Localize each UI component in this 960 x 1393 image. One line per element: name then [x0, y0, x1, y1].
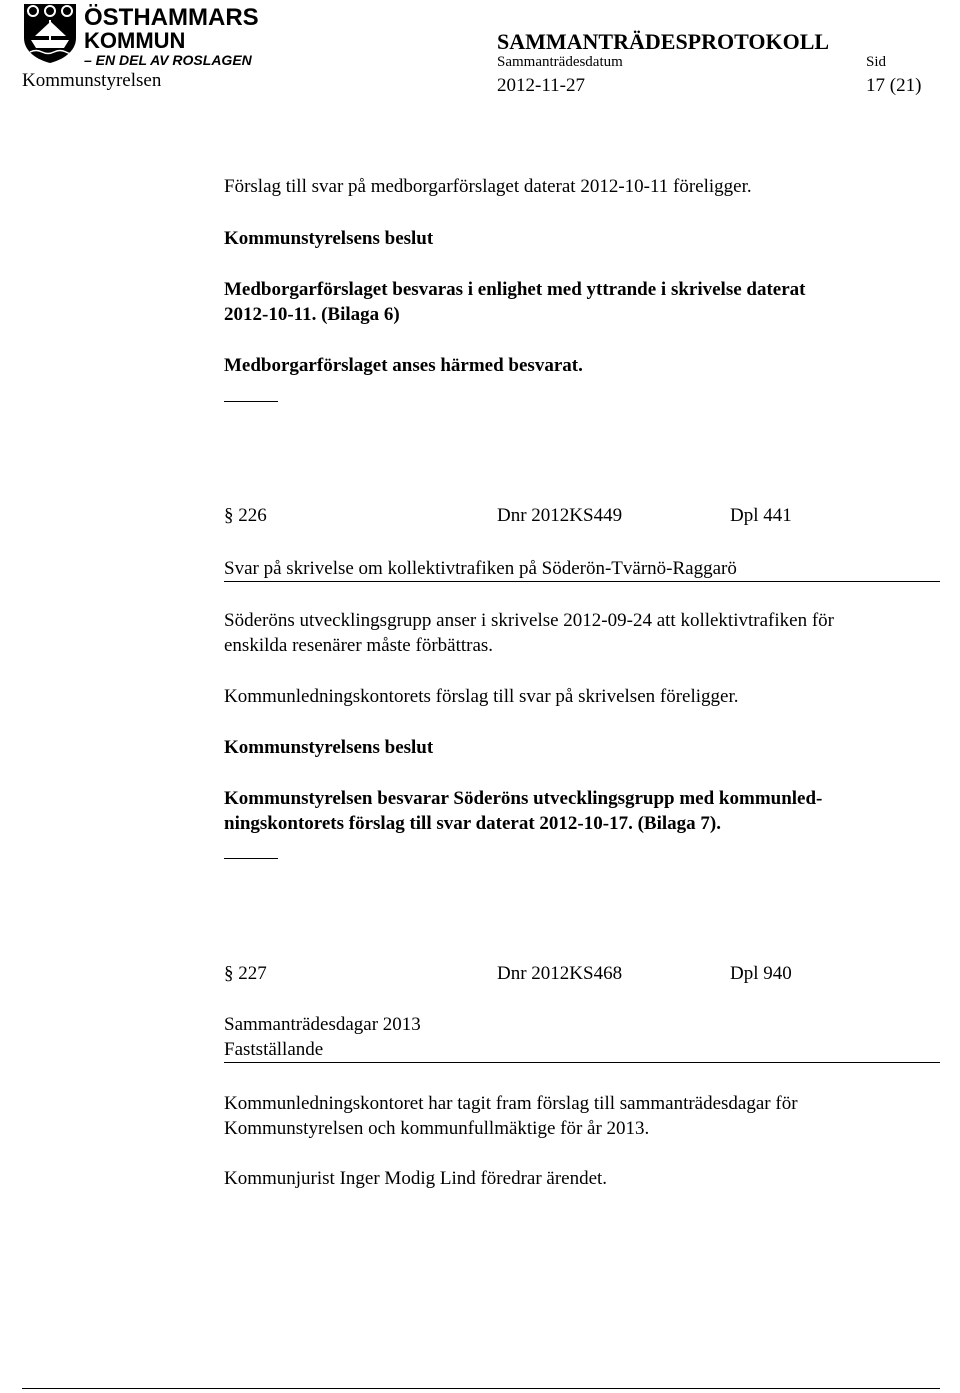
org-name-line2: KOMMUN — [84, 28, 186, 53]
paragraph-line: Kommunledningskontoret har tagit fram förslag till sammanträdesdagar för — [224, 1093, 798, 1114]
section-title: Svar på skrivelse om kollektivtrafiken på Söderön-Tvärnö-Raggarö — [224, 558, 737, 579]
decision-text-line: Kommunstyrelsen besvarar Söderöns utvecklingsgrupp med kommunled- — [224, 788, 823, 809]
section-title-line: Sammanträdesdagar 2013 — [224, 1014, 421, 1035]
section-dnr: Dnr 2012KS468 — [497, 963, 623, 984]
title-underline — [224, 581, 940, 582]
section-end-divider — [224, 401, 278, 402]
org-name-line1: ÖSTHAMMARS — [84, 4, 259, 31]
org-tagline: – EN DEL AV ROSLAGEN — [84, 52, 252, 68]
decision-text-line: Medborgarförslaget besvaras i enlighet med yttrande i skrivelse daterat — [224, 279, 806, 300]
paragraph: Förslag till svar på medborgarförslaget daterat 2012-10-11 föreligger. — [224, 176, 752, 197]
decision-heading: Kommunstyrelsens beslut — [224, 228, 434, 249]
date-value: 2012-11-27 — [497, 75, 585, 96]
paragraph-line: enskilda resenärer måste förbättras. — [224, 635, 494, 656]
section-dnr: Dnr 2012KS449 — [497, 505, 623, 526]
decision-text-line: 2012-10-11. (Bilaga 6) — [224, 304, 400, 325]
document-title: SAMMANTRÄDESPROTOKOLL — [497, 29, 830, 54]
page-number: 17 (21) — [866, 75, 922, 96]
date-label: Sammanträdesdatum — [497, 54, 623, 70]
decision-text-line: ningskontorets förslag till svar daterat 2012-10-17. (Bilaga 7). — [224, 813, 721, 834]
paragraph: Kommunledningskontorets förslag till svar på skrivelsen föreligger. — [224, 686, 739, 707]
department-name: Kommunstyrelsen — [22, 70, 162, 91]
paragraph: Kommunjurist Inger Modig Lind föredrar ärendet. — [224, 1168, 608, 1189]
footer-divider — [22, 1388, 940, 1389]
section-number: § 226 — [224, 505, 267, 526]
paragraph-line: Kommunstyrelsen och kommunfullmäktige för år 2013. — [224, 1118, 650, 1139]
decision-text: Medborgarförslaget anses härmed besvarat. — [224, 355, 583, 376]
decision-heading: Kommunstyrelsens beslut — [224, 737, 434, 758]
section-dpl: Dpl 441 — [730, 505, 792, 526]
coat-of-arms-icon — [22, 2, 78, 64]
section-number: § 227 — [224, 963, 267, 984]
title-underline — [224, 1062, 940, 1063]
section-title-line: Fastställande — [224, 1039, 324, 1060]
paragraph-line: Söderöns utvecklingsgrupp anser i skrivelse 2012-09-24 att kollektivtrafiken för — [224, 610, 834, 631]
page-label: Sid — [866, 54, 887, 70]
section-end-divider — [224, 858, 278, 859]
section-dpl: Dpl 940 — [730, 963, 792, 984]
